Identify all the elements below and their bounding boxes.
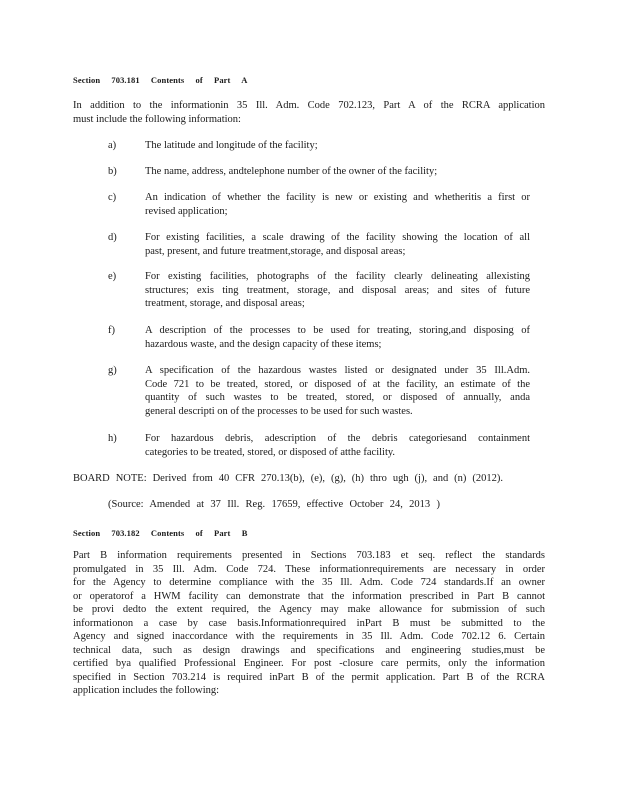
source-note: (Source: Amended at 37 Ill. Reg. 17659, effective October 24, 2013 ) bbox=[108, 499, 440, 510]
intro-line: In addition to the informationin 35 Ill. Adm. Code 702.123, Part A of the RCRA application bbox=[73, 100, 545, 111]
list-item-line: Code 721 to be treated, stored, or disposed of at the facility, an estimate of the bbox=[145, 378, 530, 390]
list-item-label: e) bbox=[108, 271, 117, 282]
list-item-line: A description of the processes to be used for treating, storing,and disposing of bbox=[145, 325, 530, 336]
section-703-182-body bbox=[73, 549, 545, 698]
body-line: promulgated in 35 Ill. Adm. Code 724. These informationrequirements are necessary in order bbox=[73, 563, 545, 575]
list-item-line: For existing facilities, photographs of the facility clearly delineating allexisting bbox=[145, 271, 530, 282]
body-line: informationon a case by case basis.Informationrequired inPart B must be submitted to the bbox=[73, 617, 545, 629]
list-item-line: The name, address, andtelephone number of the owner of the facility; bbox=[145, 166, 438, 177]
list-item-line: categories to be treated, stored, or disposed of atthe facility. bbox=[145, 446, 396, 458]
list-item-label: c) bbox=[108, 192, 117, 203]
list-item-line: An indication of whether the facility is new or existing and whetheritis a first or bbox=[145, 192, 530, 203]
body-line: specified in Section 703.214 is required inPart B of the permit application. Part B of the RCRA bbox=[73, 671, 545, 683]
body-line: for the Agency to determine compliance with the 35 Ill. Adm. Code 724 standards.If an owner bbox=[73, 577, 545, 588]
list-item-line: past, present, and future treatment,storage, and disposal areas; bbox=[145, 245, 406, 257]
body-line: certified bya qualified Professional Engineer. For post -closure care permits, only the information bbox=[73, 658, 545, 669]
list-item-label: a) bbox=[108, 140, 117, 151]
list-item-label: b) bbox=[108, 166, 117, 177]
board-note: BOARD NOTE: Derived from 40 CFR 270.13(b), (e), (g), (h) thro ugh (j), and (n) (2012). bbox=[73, 473, 503, 484]
list-item-label: h) bbox=[108, 433, 117, 444]
body-line: application includes the following: bbox=[73, 685, 220, 696]
list-item-line: treatment, storage, and disposal areas; bbox=[145, 298, 305, 309]
list-item-line: For hazardous debris, adescription of the debris categoriesand containment bbox=[145, 433, 530, 444]
list-item-line: For existing facilities, a scale drawing of the facility showing the location of all bbox=[145, 232, 530, 243]
list-item-line: The latitude and longitude of the facility; bbox=[145, 140, 318, 151]
body-line: technical data, such as design drawings and specifications and engineering studies,must be bbox=[73, 644, 545, 656]
list-item-label: f) bbox=[108, 325, 115, 336]
list-item-line: A specification of the hazardous wastes listed or designated under 35 Ill.Adm. bbox=[145, 365, 530, 376]
list-item-label: d) bbox=[108, 232, 117, 243]
section-703-181-intro bbox=[73, 99, 545, 126]
list-item-label: g) bbox=[108, 365, 117, 376]
body-line: or operatorof a HWM facility can demonstrate that the information prescribed in Part B cannot bbox=[73, 590, 545, 602]
section-703-181-heading: Section 703.181 Contents of Part A bbox=[73, 75, 248, 85]
list-item-line: hazardous waste, and the design capacity of these items; bbox=[145, 338, 382, 350]
list-item-line: revised application; bbox=[145, 205, 228, 217]
body-line: Agency and signed inaccordance with the requirements in 35 Ill. Adm. Code 702.12 6. Certain bbox=[73, 631, 545, 642]
list-item-line: quantity of such wastes to be treated, stored, or disposed of annually, anda bbox=[145, 392, 530, 403]
body-line: be provi dedto the extent required, the Agency may make allowance for submission of such bbox=[73, 604, 545, 615]
list-item-line: structures; exis ting treatment, storage, and disposal areas; and sites of future bbox=[145, 284, 530, 296]
body-line: Part B information requirements presented in Sections 703.183 et seq. reflect the standards bbox=[73, 550, 545, 561]
section-703-182-heading: Section 703.182 Contents of Part B bbox=[73, 528, 248, 538]
list-item-line: general descripti on of the processes to be used for such wastes. bbox=[145, 405, 413, 417]
intro-line: must include the following information: bbox=[73, 113, 241, 125]
